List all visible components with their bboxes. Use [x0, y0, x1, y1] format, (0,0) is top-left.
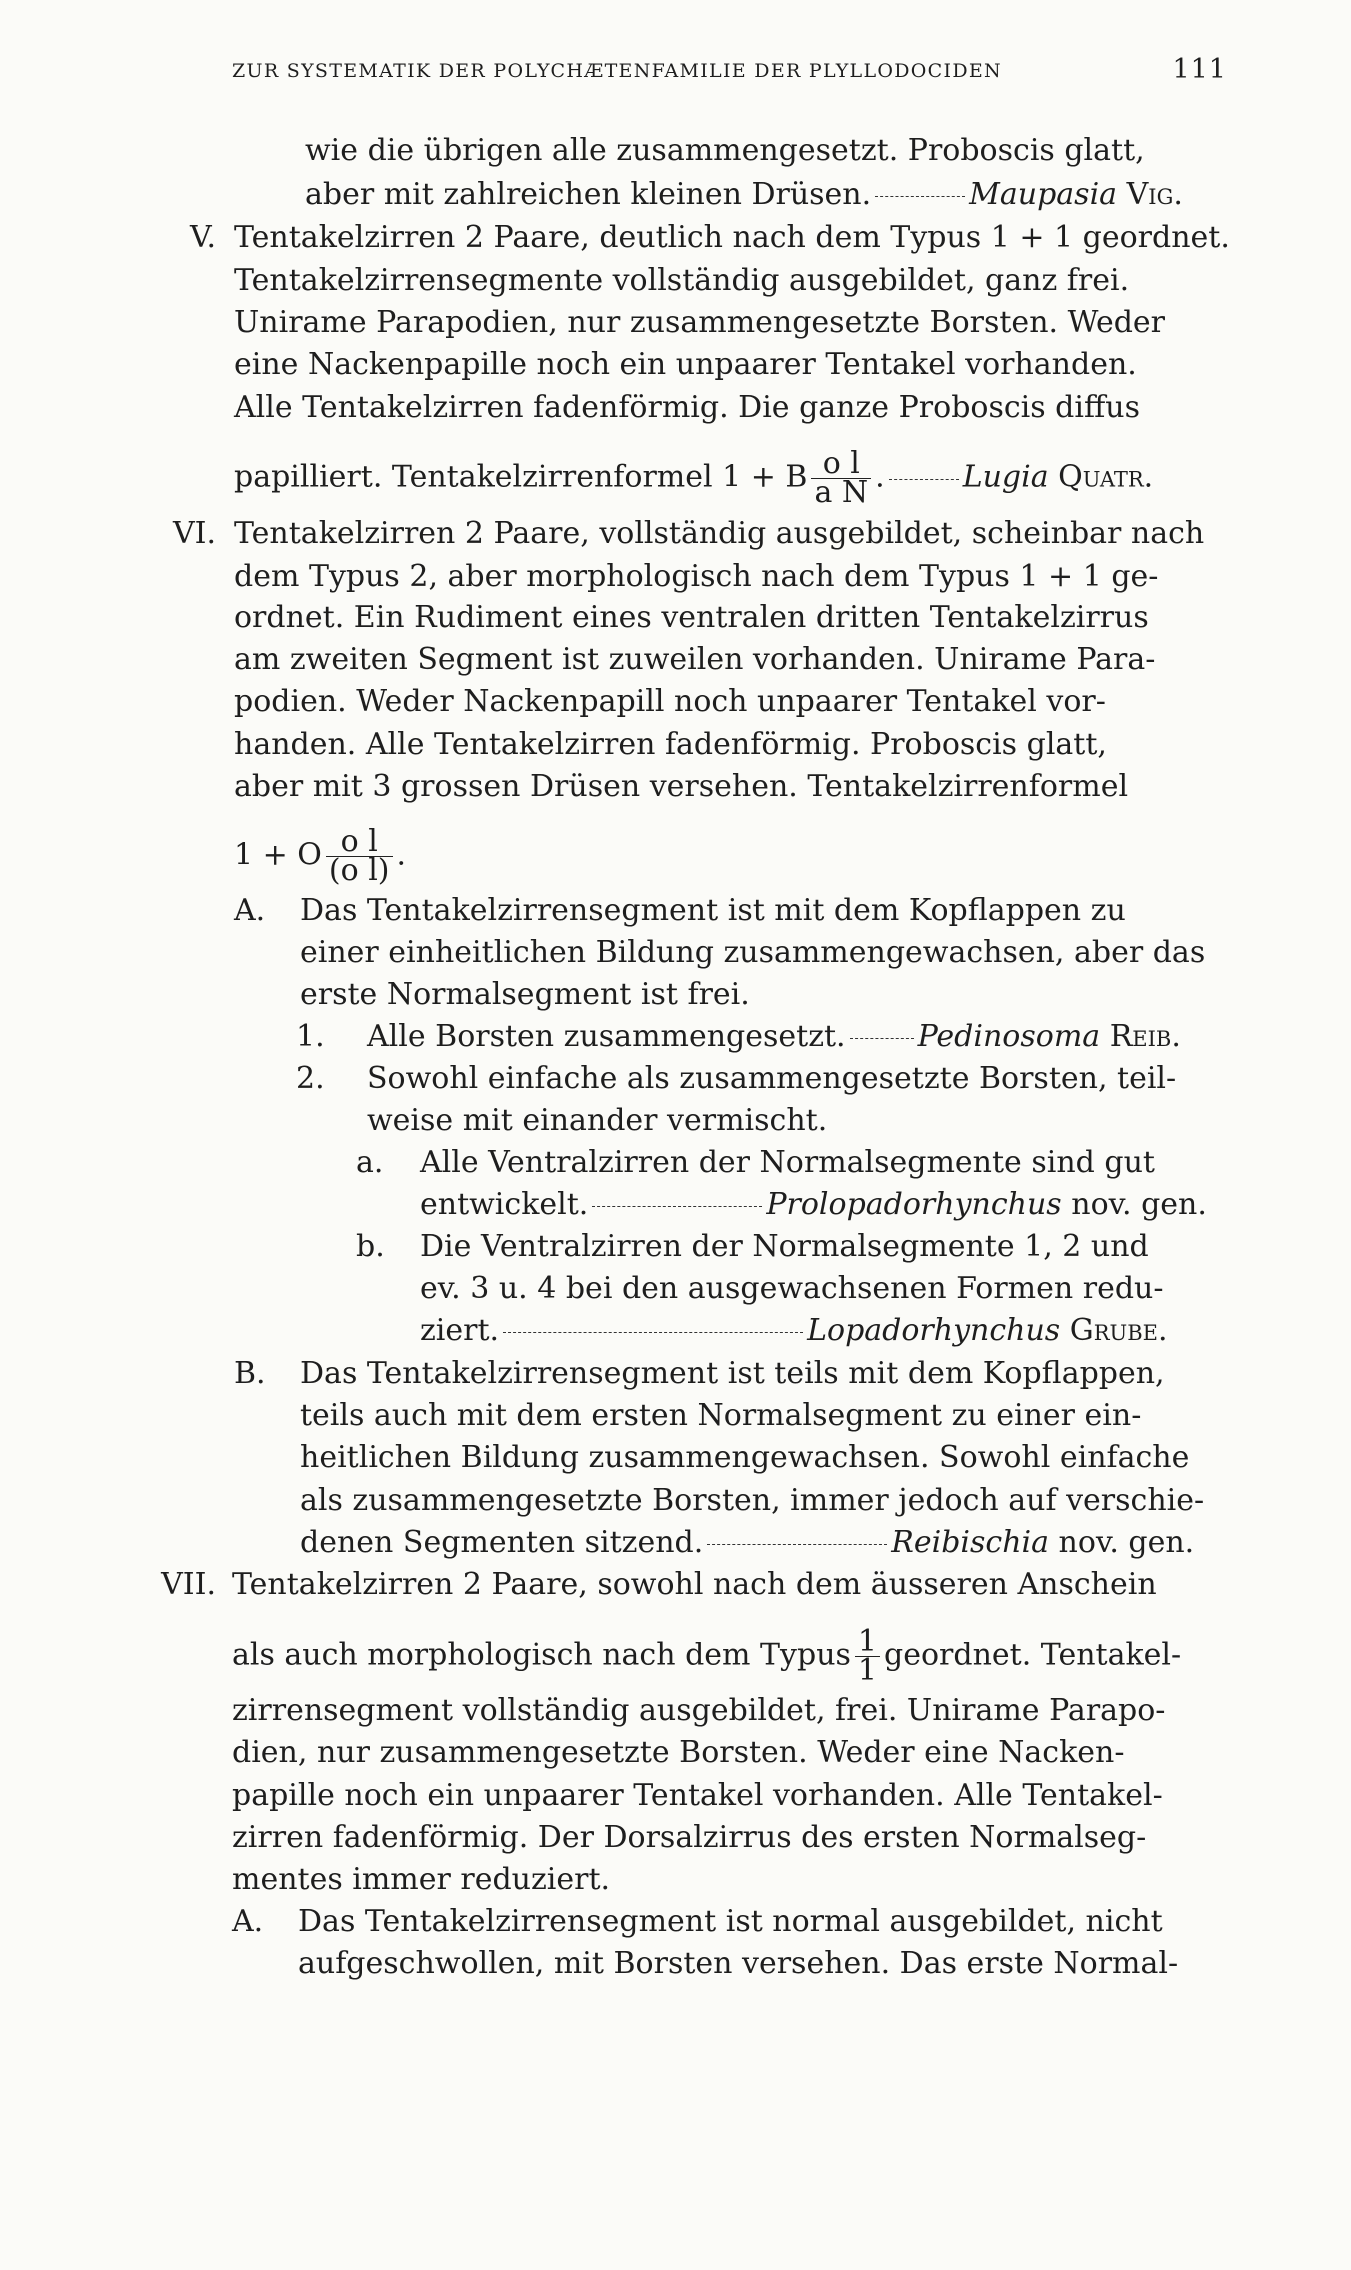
- subsection-label: A.: [234, 893, 266, 928]
- formula-fraction: $\frac{1}{1}$: [855, 1628, 880, 1685]
- subsection-label: A.: [232, 1904, 264, 1939]
- author-name: nov. gen.: [1071, 1187, 1207, 1222]
- section-number: VII.: [161, 1567, 216, 1602]
- item-label: 1.: [296, 1019, 325, 1054]
- running-title: ZUR SYSTEMATIK DER POLYCHÆTENFAMILIE DER PLYLLODOCIDEN: [232, 60, 1002, 82]
- section-number: VI.: [172, 516, 216, 551]
- section-number: V.: [190, 220, 216, 255]
- genus-name: Reibischia: [891, 1525, 1049, 1560]
- item-label: a.: [356, 1145, 384, 1180]
- item-label: b.: [356, 1229, 385, 1264]
- page-header: [232, 54, 1227, 85]
- formula-fraction: $\frac{\text{o l}}{\text{a N}}$: [811, 450, 871, 507]
- document-page: ZUR SYSTEMATIK DER POLYCHÆTENFAMILIE DER PLYLLODOCIDEN 111 wie die übrigen alle zusammengesetzt. Proboscis glatt, aber mit zahlreichen kleinen Drüsen. Maupasia Vig. V. Tentakelzirren 2 Paare, deutlich nach dem Typus 1 + 1 geordnet. Tentakelzirrensegmente vollständig ausgebildet, ganz frei. Unirame Parapodien, nur zusammengesetzte Borsten. Weder eine Nackenpapille noch ein unpaarer Tentakel vorhanden. Alle Tentakelzirren fadenförmig. Die ganze Proboscis diffus papilliert. Tentakelzirrenformel 1 + B $\frac{\text{o l}}{\text{a N}}$ . Lugia Quatr. VI. Tentakelzirren 2 Paare, vollständig ausgebildet, scheinbar nach dem Typus 2, aber morphologisch nach dem Typus 1 + 1 ge- ordnet. Ein Rudiment eines ventralen dritten Tentakelzirrus am zweiten Segment ist zuweilen vorhanden. Unirame Para- podien. Weder Nackenpapill noch unpaarer Tentakel vor- handen. Alle Tentakelzirren fadenförmig. Proboscis glatt, aber mit 3 grossen Drüsen versehen. Tentakelzirrenformel 1 + O $\frac{\text{o l}}{\text{(o l)}}$ . A. Das Tentakelzirrensegment ist mit dem Kopflappen zu einer einheitlichen Bildung zusammengewachsen, aber das erste Normalsegment ist frei. 1. Alle Borsten zusammengesetzt. Pedinosoma Reib. 2. Sowohl einfache als zusammengesetzte Borsten, teil- weise mit einander vermischt. a. Alle Ventralzirren der Normalsegmente sind gut entwickelt. Prolopadorhynchus nov. gen. b. Die Ventralzirren der Normalsegmente 1, 2 und ev. 3 u. 4 bei den ausgewachsenen Formen redu- ziert. Lopadorhynchus Grube. B. Das Tentakelzirrensegment ist teils mit dem Kopflappen, teils auch mit dem ersten Normalsegment zu einer ein- heitlichen Bildung zusammengewachsen. Sowohl einfache als zusammengesetzte Borsten, immer jedoch auf verschie- denen Segmenten sitzend. Reibischia nov. gen. VII. Tentakelzirren 2 Paare, sowohl nach dem äusseren Anschein als auch morphologisch nach dem Typus $\frac{1}{1}$ geordnet. Tentakel- zirrensegment vollständig ausgebildet, frei. Unirame Parapo- dien, nur zusammengesetzte Borsten. Weder eine Nacken- papille noch ein unpaarer Tentakel vorhanden. Alle Tentakel- zirren fadenförmig. Der Dorsalzirrus des ersten Normalseg- mentes immer reduziert. A. Das Tentakelzirrensegment ist normal ausgebildet, nicht aufgeschwollen, mit Borsten versehen. Das erste Normal-: [0, 0, 1351, 2270]
- genus-name: Pedinosoma: [917, 1019, 1101, 1054]
- page-number: 111: [1172, 54, 1227, 85]
- subsection-label: B.: [234, 1356, 266, 1391]
- genus-name: Lopadorhynchus: [807, 1313, 1061, 1348]
- genus-name: Maupasia: [969, 177, 1118, 212]
- formula-fraction: $\frac{\text{o l}}{\text{(o l)}}$: [326, 828, 393, 885]
- author-name: nov. gen.: [1058, 1525, 1195, 1560]
- genus-name: Prolopadorhynchus: [766, 1187, 1062, 1222]
- author-name: Grube.: [1069, 1313, 1168, 1348]
- item-label: 2.: [296, 1061, 325, 1096]
- formula: 1 + O: [234, 837, 322, 873]
- author-name: Quatr.: [1058, 459, 1154, 495]
- genus-name: Lugia: [962, 459, 1049, 495]
- author-name: Vig.: [1126, 177, 1183, 212]
- author-name: Reib.: [1109, 1019, 1181, 1054]
